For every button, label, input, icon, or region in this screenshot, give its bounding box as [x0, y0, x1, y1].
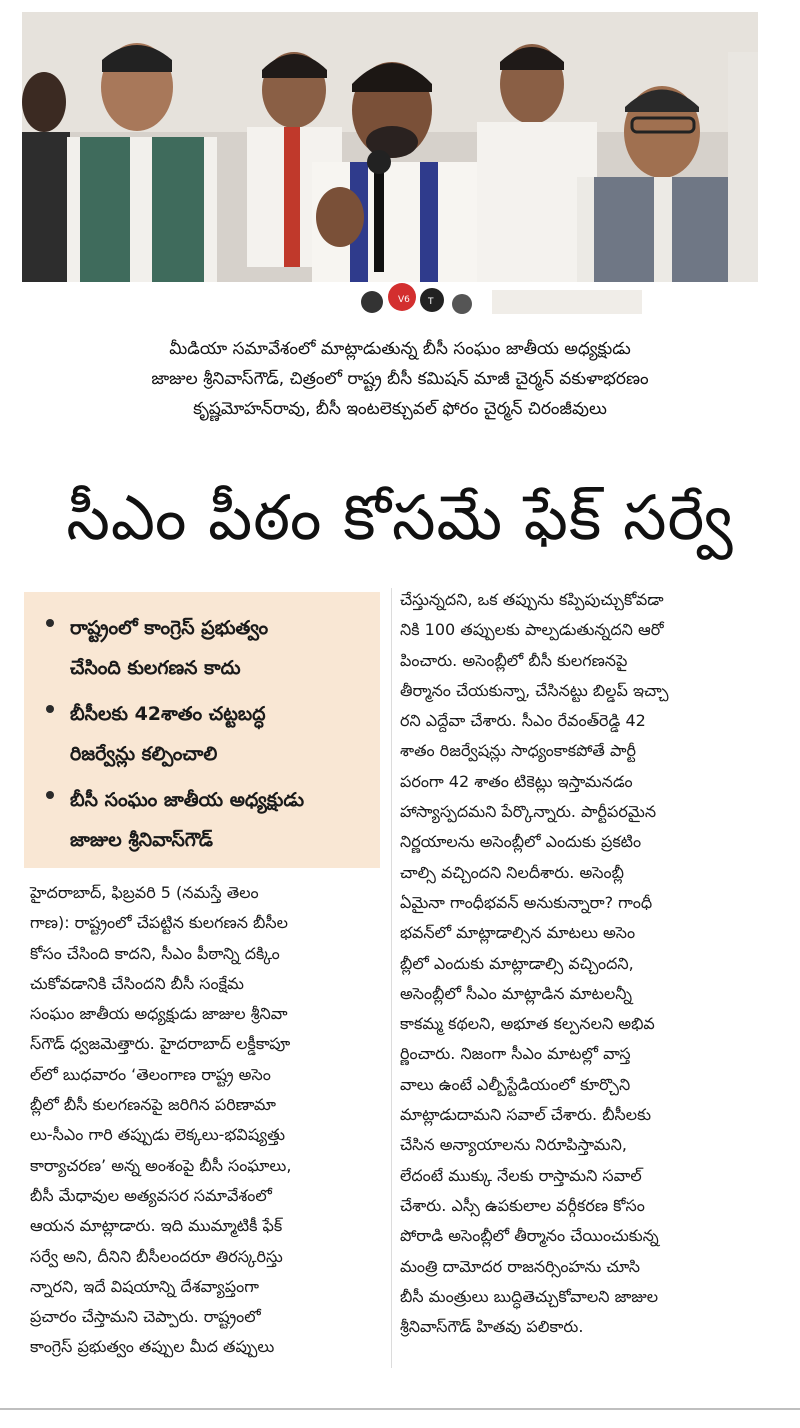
body-line: చేసిన అన్యాయాలను నిరూపిస్తామని,: [400, 1135, 627, 1155]
body-line: శాతం రిజర్వేషన్లు సాధ్యంకాకపోతే పార్టీ: [400, 741, 636, 761]
highlight-item: [44, 780, 368, 860]
column-divider: [391, 588, 392, 1368]
bullet-icon: [46, 791, 54, 799]
body-line: పరంగా 42 శాతం టికెట్లు ఇస్తామనడం: [400, 771, 633, 791]
highlight-item: [44, 608, 368, 688]
highlight-line: జాజుల శ్రీనివాస్‌గౌడ్: [70, 829, 213, 851]
body-line: పించారు. అసెంబ్లీలో బీసీ కులగణనపై: [400, 650, 628, 670]
article-column-right: [400, 585, 760, 1342]
body-line: కోసం చేసింది కాదని, సీఎం పీఠాన్ని దక్కిం: [30, 943, 280, 963]
body-line: కాకమ్మ కథలని, అభూత కల్పనలని అభివ: [400, 1014, 655, 1034]
body-line: బీసీ మంత్రులు బుద్ధితెచ్చుకోవాలని జాజుల: [400, 1286, 659, 1306]
body-line: వాలు ఉంటే ఎల్బీస్టేడియంలో కూర్చొని: [400, 1074, 631, 1094]
body-line: సర్వే అని, దీనిని బీసీలందరూ తిరస్కరిస్తు: [30, 1246, 283, 1266]
body-line: చాల్సి వచ్చిందని నిలదీశారు. అసెంబ్లీ: [400, 862, 624, 882]
body-line: ప్రచారం చేస్తామని చెప్పారు. రాష్ట్రంలో: [30, 1307, 261, 1327]
body-line: బీసీ మేధావుల అత్యవసర సమావేశంలో: [30, 1185, 272, 1205]
body-line: బ్లీలో ఎందుకు మాట్లాడాల్సి వచ్చిందని,: [400, 953, 634, 973]
body-line: చుకోవడానికి చేసిందని బీసీ సంక్షేమ: [30, 973, 244, 993]
highlight-line: చేసింది కులగణన కాదు: [70, 657, 241, 679]
body-line: ల్‌లో బుధవారం ‘తెలంగాణ రాష్ట్ర అసెం: [30, 1064, 271, 1084]
bullet-icon: [46, 705, 54, 713]
body-line: తీర్మానం చేయకున్నా, చేసినట్టు బిల్డప్ ఇచ్చా: [400, 680, 669, 700]
highlight-line: బీసీలకు 42శాతం చట్టబద్ధ: [70, 703, 266, 725]
press-photo: [22, 12, 758, 322]
highlights-box: [24, 592, 380, 868]
body-line: లు-సీఎం గారి తప్పుడు లెక్కలు-భవిష్యత్తు: [30, 1125, 286, 1145]
highlight-item: [44, 694, 368, 774]
caption-line: మీడియా సమావేశంలో మాట్లాడుతున్న బీసీ సంఘం జాతీయ అధ్యక్షుడు: [169, 339, 631, 359]
body-line: నికి 100 తప్పులకు పాల్పడుతున్నదని ఆరో: [400, 620, 664, 640]
body-line: మంత్రి దామోదర రాజనర్సింహను చూసి: [400, 1256, 640, 1276]
body-line: శ్రీనివాస్‌గౌడ్ హితవు పలికారు.: [400, 1317, 584, 1337]
bullet-icon: [46, 619, 54, 627]
body-line: పోరాడి అసెంబ్లీలో తీర్మానం చేయించుకున్న: [400, 1226, 659, 1246]
mic-label: V6: [398, 295, 410, 305]
caption-line: జాజుల శ్రీనివాస్‌గౌడ్, చిత్రంలో రాష్ట్ర బీసీ కమిషన్ మాజీ చైర్మన్ వకుళాభరణం: [151, 369, 649, 389]
body-line: రని ఎద్దేవా చేశారు. సీఎం రేవంత్‌రెడ్డి 42: [400, 711, 646, 731]
body-line: ర్ణించారు. నిజంగా సీఎం మాటల్లో వాస్త: [400, 1044, 631, 1064]
body-line: హాస్యాస్పదమని పేర్కొన్నారు. పార్టీపరమైన: [400, 802, 657, 822]
body-line: స్‌గౌడ్ ధ్వజమెత్తారు. హైదరాబాద్ లక్డీకాపూ: [30, 1034, 291, 1054]
mic-label: T: [428, 297, 434, 307]
body-line: గాణ): రాష్ట్రంలో చేపట్టిన కులగణన బీసీల: [30, 913, 288, 933]
body-line: కార్యాచరణ’ అన్న అంశంపై బీసీ సంఘాలు,: [30, 1155, 292, 1175]
caption-line: కృష్ణమోహన్‌రావు, బీసీ ఇంటలెక్చువల్ ఫోరం చైర్మన్ చిరంజీవులు: [193, 399, 607, 419]
article-column-left: [30, 878, 382, 1363]
body-line: హైదరాబాద్, ఫిబ్రవరి 5 (నమస్తే తెలం: [30, 883, 259, 902]
body-line: మాట్లాడుదామని సవాల్ చేశారు. బీసీలకు: [400, 1105, 652, 1125]
press-photo-illustration: [22, 12, 758, 322]
body-line: సంఘం జాతీయ అధ్యక్షుడు జాజుల శ్రీనివా: [30, 1004, 288, 1024]
body-line: భవన్‌లో మాట్లాడాల్సిన మాటలు అసెం: [400, 923, 636, 943]
body-line: న్నారని, ఇదే విషయాన్ని దేశవ్యాప్తంగా: [30, 1276, 259, 1296]
body-line: అసెంబ్లీలో సీఎం మాట్లాడిన మాటలన్నీ: [400, 983, 632, 1003]
photo-caption: [40, 334, 760, 424]
highlight-line: రిజర్వేన్లు కల్పించాలి: [70, 743, 218, 765]
headline: సీఎం పీఠం కోసమే ఫేక్ సర్వే: [66, 481, 734, 554]
body-line: లేదంటే ముక్కు నేలకు రాస్తామని సవాల్: [400, 1165, 642, 1185]
highlight-line: బీసీ సంఘం జాతీయ అధ్యక్షుడు: [70, 789, 305, 811]
body-line: ఆయన మాట్లాడారు. ఇది ముమ్మాటికీ ఫేక్: [30, 1216, 283, 1236]
body-line: ఏమైనా గాంధీభవన్ అనుకున్నారా? గాంధీ: [400, 892, 653, 912]
bottom-rule: [0, 1408, 800, 1410]
body-line: చేస్తున్నదని, ఒక తప్పును కప్పిపుచ్చుకోవడా: [400, 590, 664, 609]
body-line: కాంగ్రెస్ ప్రభుత్వం తప్పుల మీద తప్పులు: [30, 1337, 275, 1357]
body-line: నిర్ణయాలను అసెంబ్లీలో ఎందుకు ప్రకటిం: [400, 832, 642, 852]
highlight-line: రాష్ట్రంలో కాంగ్రెస్ ప్రభుత్వం: [70, 617, 269, 639]
body-line: చేశారు. ఎస్సీ ఉపకులాల వర్గీకరణ కోసం: [400, 1195, 645, 1215]
body-line: బ్లీలో బీసీ కులగణనపై జరిగిన పరిణామా: [30, 1095, 276, 1115]
